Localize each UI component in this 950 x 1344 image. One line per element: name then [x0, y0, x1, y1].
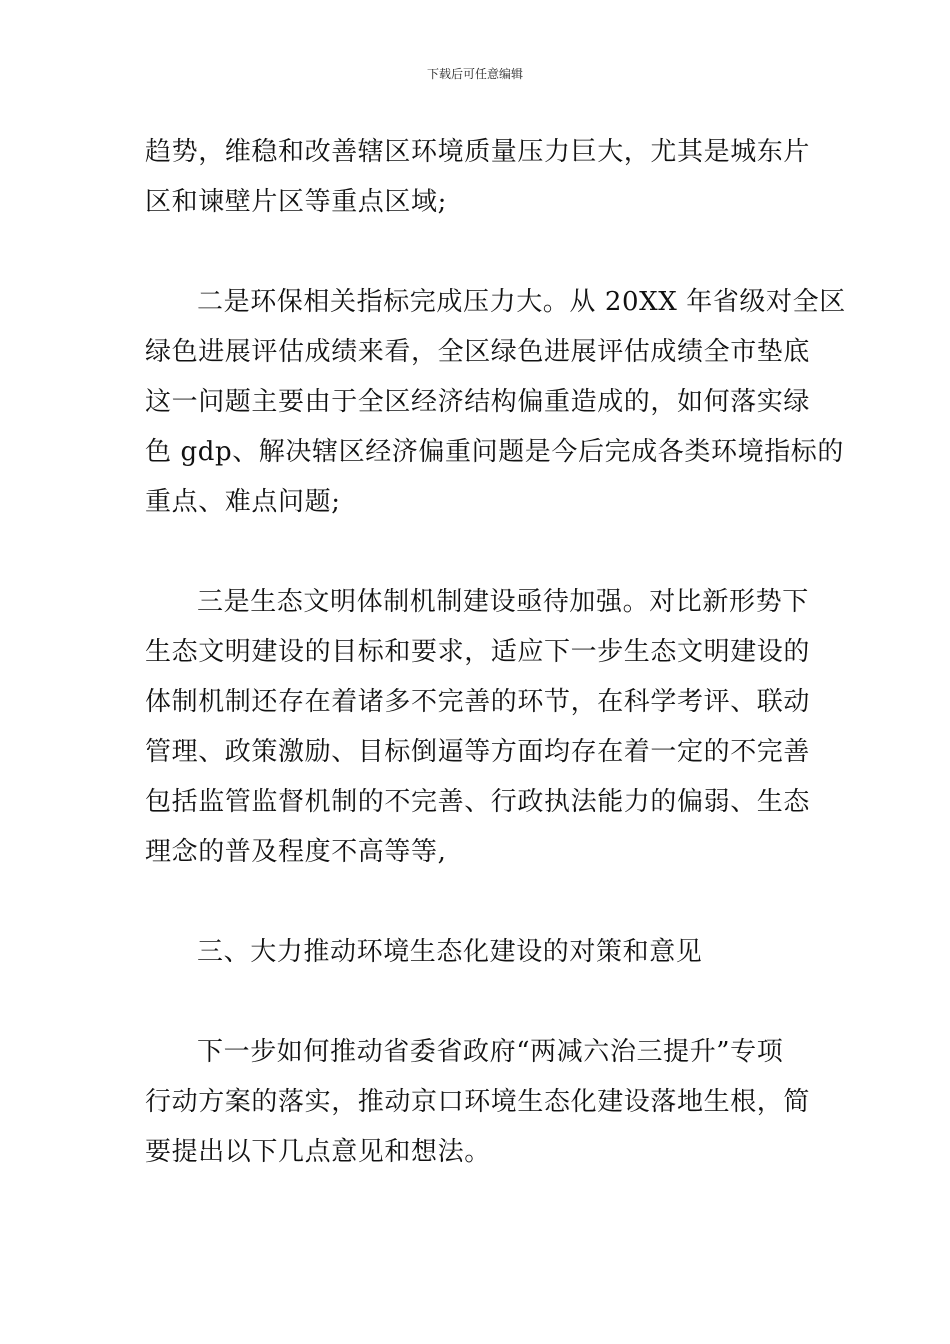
text-line: 行动方案的落实，推动京口环境生态化建设落地生根，简	[145, 1087, 811, 1117]
text-line: 生态文明建设的目标和要求，适应下一步生态文明建设的	[145, 637, 811, 667]
paragraph-3	[145, 577, 811, 877]
text-line: 三是生态文明体制机制建设亟待加强。对比新形势下	[197, 587, 809, 617]
paragraph-gap	[145, 877, 807, 927]
text-line: 管理、政策激励、目标倒逼等方面均存在着一定的不完善	[145, 737, 811, 767]
paragraph-gap	[145, 527, 807, 577]
text-line: 重点、难点问题;	[145, 487, 341, 517]
paragraph-4	[145, 1027, 811, 1177]
section-heading: 三、大力推动环境生态化建设的对策和意见	[197, 937, 703, 967]
text-line: 绿色进展评估成绩来看，全区绿色进展评估成绩全市垫底	[145, 337, 811, 367]
text-line: 理念的普及程度不高等等,	[145, 837, 447, 867]
text-line: 下一步如何推动省委省政府“两减六治三提升”专项	[197, 1037, 784, 1067]
text-line: 二是环保相关指标完成压力大。从 20XX 年省级对全区	[197, 287, 846, 317]
paragraph-gap	[145, 227, 807, 277]
paragraph-2	[145, 277, 846, 527]
text-line: 包括监管监督机制的不完善、行政执法能力的偏弱、生态	[145, 787, 811, 817]
text-line: 体制机制还存在着诸多不完善的环节，在科学考评、联动	[145, 687, 811, 717]
document-body	[145, 127, 846, 1177]
paragraph-gap	[145, 977, 807, 1027]
text-line: 趋势，维稳和改善辖区环境质量压力巨大，尤其是城东片	[145, 137, 811, 167]
text-line: 色 gdp、解决辖区经济偏重问题是今后完成各类环境指标的	[145, 437, 844, 467]
page-header-note: 下载后可任意编辑	[426, 67, 523, 81]
text-line: 要提出以下几点意见和想法。	[145, 1137, 491, 1167]
text-line: 区和谏壁片区等重点区域;	[145, 187, 447, 217]
text-line: 这一问题主要由于全区经济结构偏重造成的，如何落实绿	[145, 387, 811, 417]
paragraph-1	[145, 127, 811, 227]
